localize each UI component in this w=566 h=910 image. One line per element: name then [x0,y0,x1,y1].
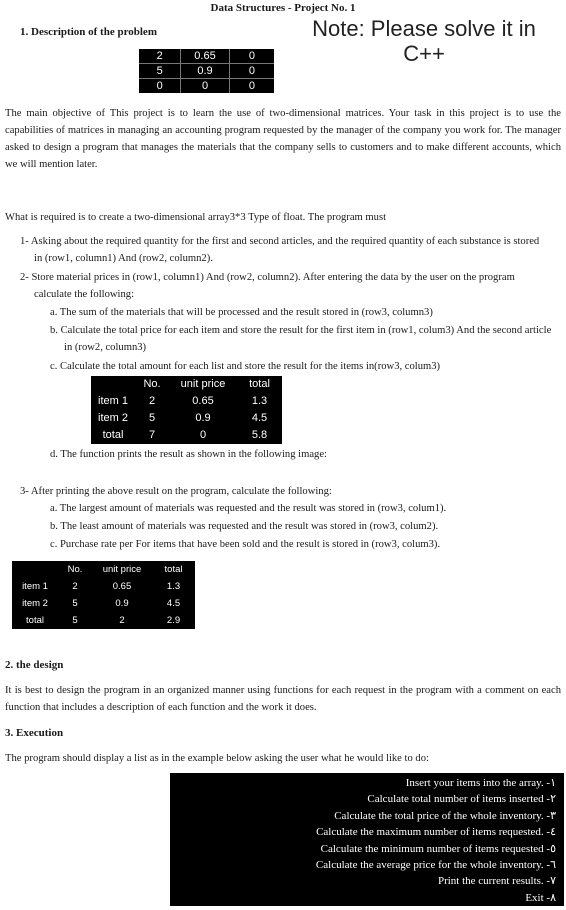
table-row [12,578,195,595]
matrix-cell: 0 [229,49,274,64]
menu-item: Calculate the average price for the whole inventory. -٦ [315,859,556,872]
table-cell: 0 [199,429,207,441]
design-paragraph: It is best to design the program in an organized manner using functions for each request in the program with a comment on each function that includes a description of each function and the work it does. [5,685,561,713]
menu-item: Print the current results. -٧ [437,875,556,888]
result-table-1 [91,376,282,444]
matrix-cell: 0 [248,80,255,92]
note-solve-in-cpp: Note: Please solve it in C++ [312,16,536,66]
menu-item: Exit -٨ [525,891,556,904]
table-header-row [91,376,282,393]
menu-item: Calculate the minimum number of items requested -٥ [320,842,556,855]
matrix-cell: 0 [229,64,274,79]
requirement-item-2a: a. The sum of the materials that will be processed and the result stored in (row3, column3) [50,307,433,318]
matrix-cell: 5 [139,64,181,79]
section3-heading: 3. Execution [5,727,64,739]
table-cell: 7 [148,429,156,441]
table-row [91,410,282,427]
intro-paragraph: The main objective of This project is to learn the use of two-dimensional matrices. Your task in this project is to use the capabilities of matrices in managing an accounting program requested by the manager of the company you work for. The manager asked to design a program that manages the materials that the company sells to customers and to make different accounts, which we will mention later. [5,108,561,170]
requirement-item-2b: b. Calculate the total price for each item and store the result for the first item in (row1, colum3) And the second article in (row2, column3) [50,325,552,353]
table-header-cell: No. [143,378,161,390]
table-header-cell [91,376,135,393]
table-header-cell: total [164,564,183,575]
requirement-item-3c: c. Purchase rate per For items that have been sold and the result is stored in (row3, colum3). [50,539,441,550]
matrix-table [139,49,274,93]
table-cell: item 1 [98,395,128,407]
table-cell: 0.9 [115,598,129,609]
matrix-row [139,79,274,94]
menu-item: Calculate the maximum number of items requested. -٤ [316,826,556,839]
table-cell: item 2 [22,598,48,609]
table-row [91,393,282,410]
matrix-row [139,64,274,79]
menu-item: Insert your items into the array. -١ [405,777,556,789]
table-header-cell: unit price [102,564,142,575]
table-header-cell: unit price [180,378,226,390]
requirement-item-2c: c. Calculate the total amount for each list and store the result for the items in(row3, colum3) [50,361,441,372]
table-cell: 0.65 [112,581,132,592]
requirement-item-3a: a. The largest amount of materials was requested and the result was stored in (row3, colum1). [50,503,447,514]
document-title: Data Structures - Project No. 1 [210,2,356,14]
table-cell: 2.9 [166,615,181,626]
table-cell: 1.3 [251,395,268,407]
table-cell: 0.65 [192,395,214,407]
table-cell: item 1 [22,581,48,592]
table-header-cell: No. [67,564,83,575]
menu-item: Calculate total number of items inserted -٢ [367,793,556,806]
section1-heading: 1. Description of the problem [20,26,157,38]
table-cell: 2 [119,615,125,626]
table-header-cell: total [249,378,270,390]
table-cell: 2 [148,395,156,407]
table-row [91,427,282,444]
table-header-row [12,561,195,578]
matrix-row [139,49,274,64]
execution-paragraph: The program should display a list as in the example below asking the user what he would like to do: [5,753,429,764]
table-cell: 4.5 [166,598,181,609]
requirement-item-3b: b. The least amount of materials was requested and the result was stored in (row3, colum2). [50,521,439,532]
matrix-cell: 0 [181,79,229,94]
table-header-cell [12,561,58,578]
matrix-cell: 0 [139,79,181,94]
table-row [12,612,195,629]
matrix-cell: 0.9 [181,64,229,79]
requirement-item-3: 3- After printing the above result on the program, calculate the following: [20,486,332,497]
table-cell: 5 [72,598,78,609]
table-cell: 5 [148,412,156,424]
requirement-item-1: 1- Asking about the required quantity for the first and second articles, and the required quantity of each substance is stored in (row1, column1) And (row2, column2). [20,236,540,264]
matrix-cell: 2 [139,49,181,64]
table-cell: total [26,615,44,626]
table-cell: total [102,429,124,441]
table-cell: item 2 [98,412,128,424]
result-table-2 [12,561,195,629]
requirement-item-2: 2- Store material prices in (row1, column1) And (row2, column2). After entering the data by the user on the program calculate the following: [20,272,515,300]
table-cell: 5.8 [251,429,268,441]
section2-heading: 2. the design [5,659,64,671]
requirement-item-2d: d. The function prints the result as shown in the following image: [50,449,327,460]
matrix-cell: 0.65 [181,49,229,64]
table-row [12,595,195,612]
program-menu [170,773,564,906]
table-cell: 4.5 [251,412,268,424]
table-cell: 2 [72,581,78,592]
table-cell: 0.9 [195,412,211,424]
menu-item: Calculate the total price of the whole inventory. -٣ [334,809,556,822]
requirement-intro: What is required is to create a two-dimensional array3*3 Type of float. The program must [5,212,387,223]
table-cell: 5 [72,615,78,626]
table-cell: 1.3 [166,581,181,592]
